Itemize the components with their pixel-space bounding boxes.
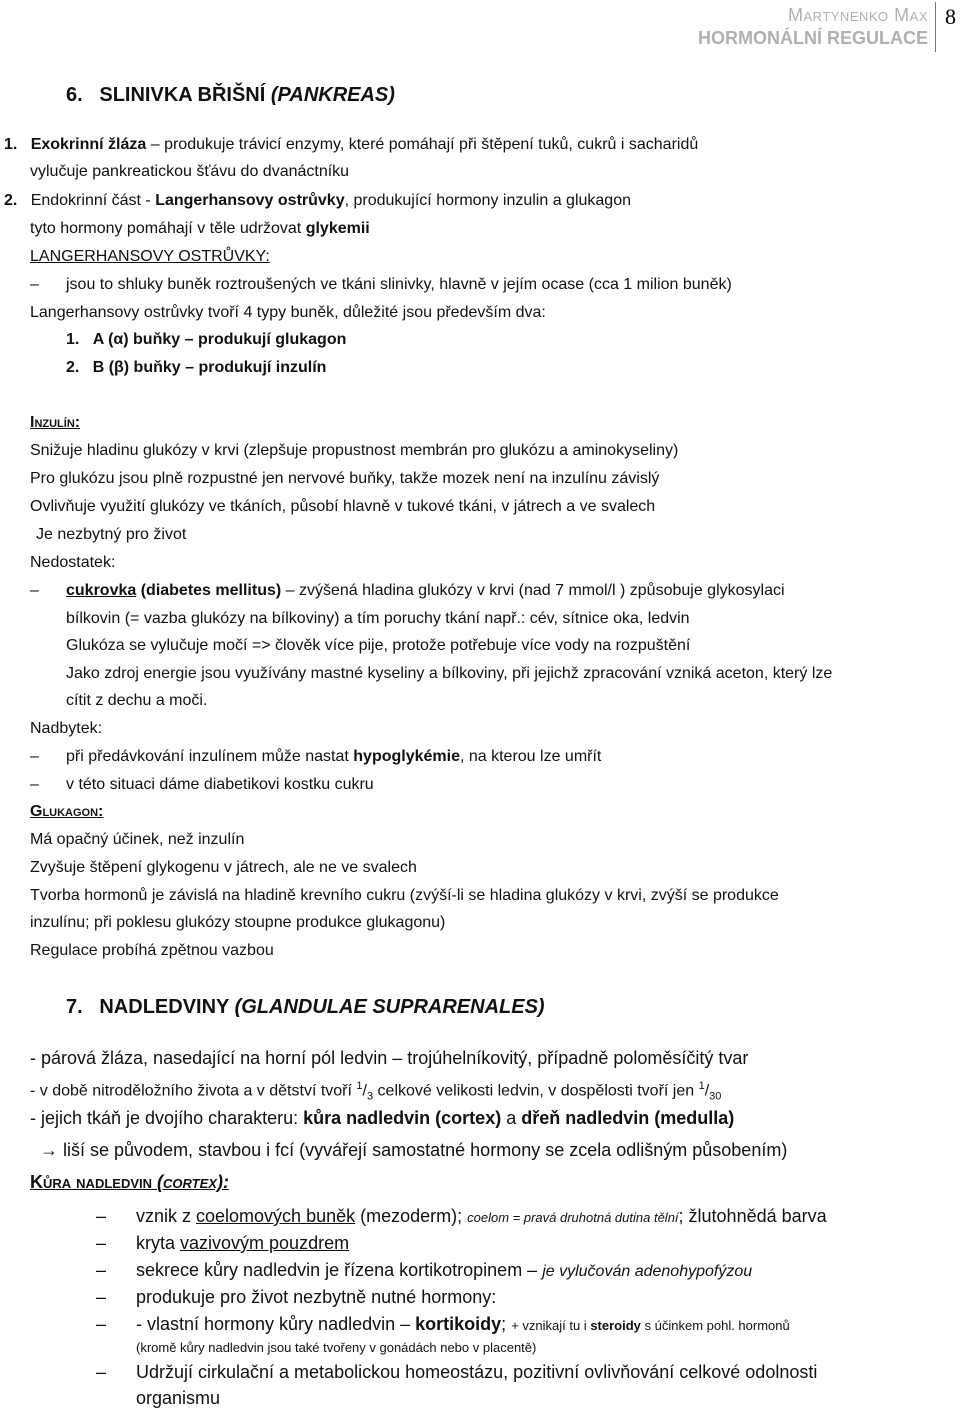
list-dash: –	[96, 1233, 107, 1253]
cortex-item-4: produkuje pro život nezbytně nutné hormony:	[136, 1287, 497, 1307]
pancreas-item-1-cont: vylučuje pankreatickou šťávu do dvanáctníku	[30, 163, 350, 180]
langerhans-term: Langerhansovy ostrůvky	[155, 192, 345, 209]
pancreas-item-2: 2. Endokrinní část - Langerhansovy ostrůvky, produkující hormony inzulin a glukagon	[4, 192, 631, 209]
header-topic: HORMONÁLNÍ REGULACE	[698, 28, 928, 48]
glucagon-line-3: Tvorba hormonů je závislá na hladině krevního cukru (zvýší-li se hladina glukózy v krvi, zvýší se produkce	[30, 887, 779, 904]
insulin-line-4: Je nezbytný pro život	[36, 526, 187, 543]
adrenal-line-4: → liší se původem, stavbou i fcí (vyvářejí samostatné hormony se zcela odlišným působením)	[40, 1140, 788, 1160]
header-author: Martynenko Max	[788, 5, 928, 25]
section-6-number: 6.	[66, 84, 83, 106]
list-dash: –	[30, 582, 39, 599]
section-7-title-text: NADLEDVINY	[99, 996, 235, 1018]
cortex-item-6-cont: organismu	[136, 1388, 221, 1408]
section-7-title	[66, 996, 545, 1019]
cortex-item-5-note: (kromě kůry nadledvin jsou také tvořeny v gonádách nebo v placentě)	[136, 1340, 537, 1355]
cortex-item-2: kryta vazivovým pouzdrem	[136, 1233, 350, 1253]
diabetes-line-3: Glukóza se vylučuje močí => člověk více pije, protože potřebuje více vody na rozpuštění	[66, 637, 691, 654]
cortex-item-1: vznik z coelomových buněk (mezoderm); coelom = pravá druhotná dutina tělní; žlutohnědá barva	[136, 1206, 827, 1226]
section-6-title	[66, 84, 395, 107]
glucagon-line-4: inzulínu; při poklesu glukózy stoupne produkce glukagonu)	[30, 914, 446, 931]
cell-type-b: 2. B (β) buňky – produkují inzulín	[66, 359, 327, 376]
section-7-number: 7.	[66, 996, 83, 1018]
insulin-excess-heading: Nadbytek:	[30, 720, 103, 737]
adrenal-line-2: - v době nitroděložního života a v dětství tvoří $^1/_3$ celkové velikosti ledvin, v dospělosti tvoří jen $^1/_{30}$	[30, 1080, 722, 1103]
running-header	[698, 4, 928, 50]
glucagon-heading: Glukagon:	[30, 803, 104, 820]
insulin-line-2: Pro glukózu jsou plně rozpustné jen nervové buňky, takže mozek není na inzulínu závislý	[30, 470, 660, 487]
cortex-item-6: Udržují cirkulační a metabolickou homeostázu, pozitivní ovlivňování celkové odolnosti	[136, 1362, 818, 1382]
diabetes-line-4: Jako zdroj energie jsou využívány mastné kyseliny a bílkoviny, při jejichž zpracování vzniká aceton, který lze	[66, 665, 833, 682]
diabetes-term: cukrovka	[66, 582, 137, 599]
corticoids-term: kortikoidy	[415, 1314, 502, 1334]
diabetes-line-2: bílkovin (= vazba glukózy na bílkoviny) a tím poruchy tkání např.: cév, sítnice oka, ledvin	[66, 610, 690, 627]
adrenal-line-1: - párová žláza, nasedající na horní pól ledvin – trojúhelníkovitý, případně poloměsíčitý tvar	[30, 1048, 749, 1068]
section-7-title-latin: (GLANDULAE SUPRARENALES)	[234, 996, 545, 1018]
list-dash: –	[96, 1260, 107, 1280]
cortex-heading: Kůra nadledvin (cortex):	[30, 1172, 229, 1192]
insulin-lack-heading: Nedostatek:	[30, 554, 116, 571]
glycemia-line: tyto hormony pomáhají v těle udržovat glykemii	[30, 220, 370, 237]
langerhans-item: jsou to shluky buněk roztroušených ve tkáni slinivky, hlavně v jejím ocase (cca 1 milion buněk)	[66, 276, 732, 293]
section-6-title-latin: (PANKREAS)	[270, 84, 395, 106]
arrow-right-icon: →	[40, 1140, 58, 1160]
cortex-item-3: sekrece kůry nadledvin je řízena kortikotropinem – je vylučován adenohypofýzou	[136, 1260, 753, 1280]
insulin-line-1: Snižuje hladinu glukózy v krvi (zlepšuje propustnost membrán pro glukózu a aminokyseliny)	[30, 442, 679, 459]
list-dash: –	[30, 748, 39, 765]
cell-type-a: 1. A (α) buňky – produkují glukagon	[66, 331, 347, 348]
section-6-title-text: SLINIVKA BŘIŠNÍ	[99, 84, 266, 106]
medulla-term: dřeň nadledvin (medulla)	[521, 1108, 735, 1128]
langerhans-types: Langerhansovy ostrůvky tvoří 4 typy buněk, důležité jsou především dva:	[30, 304, 546, 321]
adrenal-line-3: - jejich tkáň je dvojího charakteru: kůra nadledvin (cortex) a dřeň nadledvin (medulla)	[30, 1108, 735, 1128]
header-divider	[935, 2, 936, 52]
pancreas-item-1: 1. Exokrinní žláza – produkuje trávicí enzymy, které pomáhají při štěpení tuků, cukrů i sacharidů	[4, 136, 699, 153]
glycemia-term: glykemii	[305, 220, 370, 237]
glucagon-line-1: Má opačný účinek, než inzulín	[30, 831, 245, 848]
page-number: 8	[945, 4, 956, 29]
cortex-term: kůra nadledvin (cortex)	[303, 1108, 502, 1128]
langerhans-heading: LANGERHANSOVY OSTRŮVKY:	[30, 248, 270, 265]
insulin-line-3: Ovlivňuje využití glukózy ve tkáních, působí hlavně v tukové tkáni, v játrech a ve svalech	[30, 498, 656, 515]
excess-item-2: v této situaci dáme diabetikovi kostku cukru	[66, 776, 374, 793]
hypoglycemia-term: hypoglykémie	[353, 748, 460, 765]
list-dash: –	[96, 1314, 107, 1334]
diabetes-line-5: cítit z dechu a moči.	[66, 692, 208, 709]
excess-item-1: při předávkování inzulínem může nastat hypoglykémie, na kterou lze umřít	[66, 748, 602, 765]
glucagon-line-2: Zvyšuje štěpení glykogenu v játrech, ale ne ve svalech	[30, 859, 417, 876]
exocrine-term: Exokrinní žláza	[30, 136, 147, 153]
list-dash: –	[96, 1362, 107, 1382]
cortex-item-5: - vlastní hormony kůry nadledvin – kortikoidy; + vznikají tu i steroidy s účinkem pohl. hormonů	[136, 1314, 790, 1334]
list-dash: –	[96, 1206, 107, 1226]
list-dash: –	[30, 276, 39, 293]
glucagon-line-5: Regulace probíhá zpětnou vazbou	[30, 942, 274, 959]
insulin-heading: Inzulín:	[30, 414, 81, 431]
list-dash: –	[96, 1287, 107, 1307]
diabetes-line: cukrovka (diabetes mellitus) – zvýšená hladina glukózy v krvi (nad 7 mmol/l ) způsobuje glykosylaci	[66, 582, 785, 599]
list-dash: –	[30, 776, 39, 793]
